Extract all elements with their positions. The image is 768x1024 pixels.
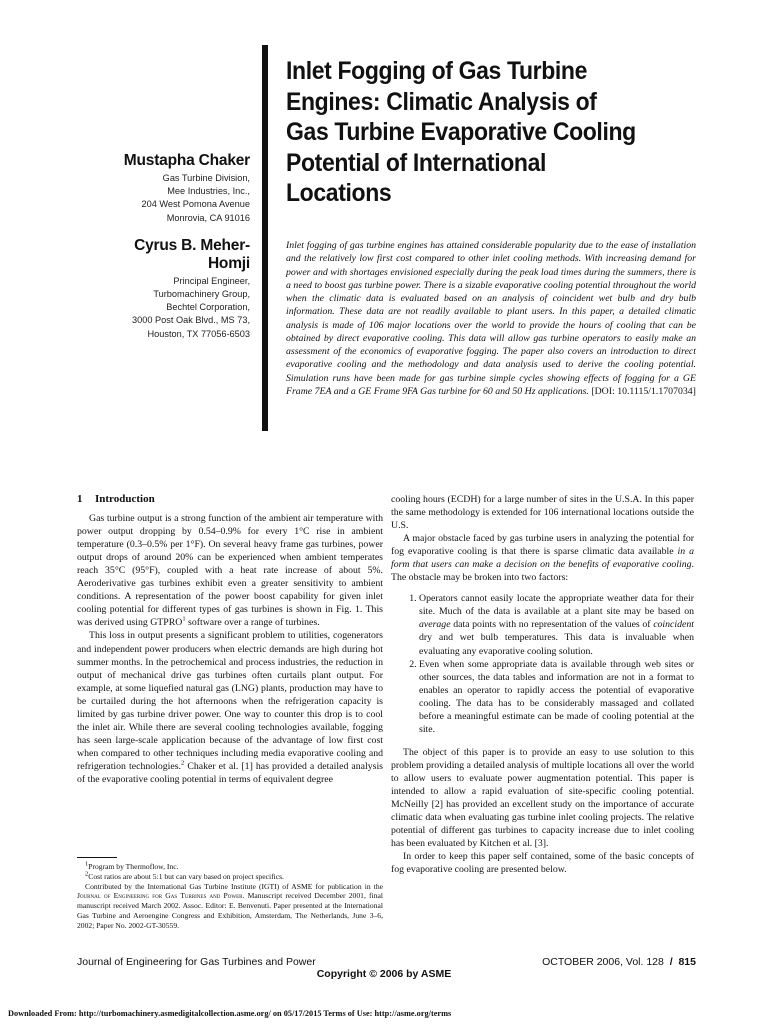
footnote-marker: 1	[182, 616, 186, 624]
footnote	[77, 862, 383, 872]
copyright: Copyright © 2006 by ASME	[316, 968, 452, 980]
abstract-text: Inlet fogging of gas turbine engines has attained considerable popularity due to the ease of installation and the relatively low first cost compared to other inlet cooling methods. With increasing demand for power and with shortages envisioned especially during the peak load times during the summers, there is a need to boost gas turbine power. There is a sizable evaporative cooling potential throughout the world when the climatic data is evaluated based on an analysis of coincident wet bulb and dry bulb information. These data are not readily available to plant users. In this paper, a detailed climatic analysis is made of 106 major locations over the world to provide the hours of cooling that can be obtained by direct evaporative cooling. This data will allow gas turbine operators to easily make an assessment of the economics of evaporative fogging. The paper also covers an introduction to direct evaporative cooling and the methodology and data analysis used to derive the cooling potential. Simulation runs have been made for gas turbine simple cycles showing effects of fogging for a GE Frame 7EA and a GE Frame 9FA Gas turbine for 60 and 50 Hz applications.	[286, 240, 696, 397]
paper-title: Inlet Fogging of Gas Turbine Engines: Climatic Analysis of Gas Turbine Evaporative Cooling Potential of International Locations	[286, 57, 636, 207]
page-separator: /	[669, 956, 673, 968]
section-heading	[77, 493, 383, 506]
journal-name: Journal of Engineering for Gas Turbines and Power	[77, 891, 243, 901]
page-number: 815	[678, 956, 696, 968]
abstract	[286, 239, 696, 398]
affiliation-line: Gas Turbine Division,	[162, 173, 250, 183]
paragraph-text: This loss in output presents a significant problem to utilities, cogenerators and independent power producers when electric demands are high during hot summer months. In the petrochemical and process industries, the reduction in output of mechanical drive gas turbines often curtails plant output. For example, at some liquefied natural gas (LNG) plants, production may have to be curtailed during the hot afternoons when the refrigeration capacity is limited by gas turbine driver power. One way to counter this drop is to cool the inlet air. While there are several cooling technologies available, fogging has seen large-scale application because of the advantage of low first cost when compared to other techniques including media evaporative cooling and refrigeration technologies.	[77, 630, 383, 772]
paragraph	[391, 532, 694, 584]
journal-footer: Journal of Engineering for Gas Turbines and Power	[77, 956, 316, 968]
footnote-marker: 1	[85, 860, 89, 868]
paragraph-text: Gas turbine output is a strong function of the ambient air temperature with power output dropping by 0.54–0.9% for every 1°C rise in ambient temperature (0.3–0.5% per 1°F). On several heavy frame gas turbines, power output drops of around 20% can be experienced when ambient temperates reach 35°C (95°F), coupled with a heat rate increase of about 5%. Aeroderivative gas turbines exhibit even a greater sensitivity to ambient conditions. A representation of the power boost capability for given inlet cooling potential for different types of gas turbines is shown in Fig. 1. This was derived using GTPRO	[77, 513, 383, 629]
paragraph	[77, 629, 383, 786]
emphasis-text: in a form that users can make a decision on the benefits of evaporative cooling	[391, 546, 694, 571]
paragraph: cooling hours (ECDH) for a large number of sites in the U.S.A. In this paper the same methodology is extended for 106 international locations outside the U.S.	[391, 494, 694, 532]
footnote	[77, 882, 383, 931]
footnotes	[77, 862, 383, 931]
paragraph-text: software over a range of turbines.	[185, 617, 320, 629]
affiliation-line: Mee Industries, Inc.,	[167, 186, 250, 197]
footnote-text: Cost ratios are about 5:1 but can vary based on project specifics.	[88, 871, 284, 881]
right-column	[391, 493, 694, 876]
section-number: 1	[77, 493, 83, 505]
title-rule	[262, 45, 268, 431]
footnote-rule	[77, 857, 117, 858]
paragraph	[77, 512, 383, 629]
affiliation-line: Houston, TX 77056-6503	[147, 328, 250, 339]
footnote-text: Contributed by the International Gas Turbine Institute (IGTI) of ASME for publication in the	[85, 881, 383, 891]
paragraph-text: . The obstacle may be broken into two factors:	[391, 559, 694, 584]
list-item: 2. Even when some appropriate data is available through web sites or other sources, the data tables and information are not in a format to enables an operator to rapidly access the potential of evaporative cooling. The data has to be considerably massaged and collated before a meaningful estimate can be made of cooling potential at the site.	[419, 658, 694, 736]
affiliation-line: Principal Engineer,	[173, 275, 250, 286]
emphasis-text: average	[419, 619, 451, 631]
paragraph: The object of this paper is to provide an easy to use solution to this problem providing a detailed analysis of multiple locations all over the world to allow users to evaluate power augmentation potential. This paper is intended to allow a rapid evaluation of site-specific cooling potential. McNeilly [2] has provided an excellent study on the importance of accurate climatic data when evaluating gas turbine inlet cooling projects. The relative potential of different gas turbines to capacity increase due to inlet cooling has been evaluated by Kitchen et al. [3].	[391, 746, 694, 850]
list-item	[419, 592, 694, 657]
footnote-marker: 2	[85, 870, 89, 878]
issue-text: OCTOBER 2006, Vol. 128	[542, 956, 664, 968]
left-column	[77, 493, 383, 786]
author-name: Cyrus B. Meher-Homji	[134, 236, 250, 272]
author-name: Mustapha Chaker	[123, 152, 250, 169]
paragraph-text: Chaker et al. [1] has provided a detailed analysis of the evaporative cooling potential in terms of equivalent degree	[77, 760, 383, 785]
list-item-text: dry and wet bulb temperatures. This data is invaluable when evaluating any evaporative cooling solution.	[419, 632, 694, 657]
factor-list	[391, 592, 694, 736]
paragraph: In order to keep this paper self contained, some of the basic concepts of fog evaporative cooling are presented below.	[391, 851, 694, 876]
emphasis-text: coincident	[653, 619, 694, 631]
footnote-marker: 2	[181, 759, 185, 767]
affiliation-line: Monrovia, CA 91016	[166, 212, 250, 223]
footnote	[77, 872, 383, 882]
affiliation-line: Bechtel Corporation,	[166, 302, 250, 313]
author-2	[118, 237, 250, 341]
download-notice[interactable]: Downloaded From: http://turbomachinery.asmedigitalcollection.asme.org/ on 05/17/2015 Terms of Use: http://asme.org/terms	[8, 1009, 452, 1018]
list-item-text: data points with no representation of the values of	[450, 619, 654, 631]
list-item-text: Operators cannot easily locate the appropriate weather data for their site. Much of the data is available at a plant site may be based on	[419, 593, 694, 618]
affiliation-line: Turbomachinery Group,	[153, 289, 250, 300]
footnote-text: . Manuscript received December 2001, final manuscript received March 2002. Assoc. Editor: E. Benvenuti. Paper presented at the International Gas Turbine and Aeroengine Congress and Exhibition, Amsterdam, The Netherlands, June 3–6, 2002; Paper No. 2002-GT-30559.	[77, 891, 383, 930]
issue-info	[542, 956, 696, 968]
footnote-text: Program by Thermoflow, Inc.	[88, 862, 179, 871]
affiliation-line: 204 West Pomona Avenue	[141, 199, 250, 210]
author-1	[118, 152, 250, 225]
affiliation-line: 3000 Post Oak Blvd., MS 73,	[132, 315, 250, 326]
author-list	[118, 152, 250, 353]
paragraph-text: A major obstacle faced by gas turbine users in analyzing the potential for fog evaporative cooling is that there is sparse climatic data available	[391, 533, 694, 558]
doi-link[interactable]: [DOI: 10.1115/1.1707034]	[591, 385, 696, 397]
section-title: Introduction	[95, 493, 155, 505]
